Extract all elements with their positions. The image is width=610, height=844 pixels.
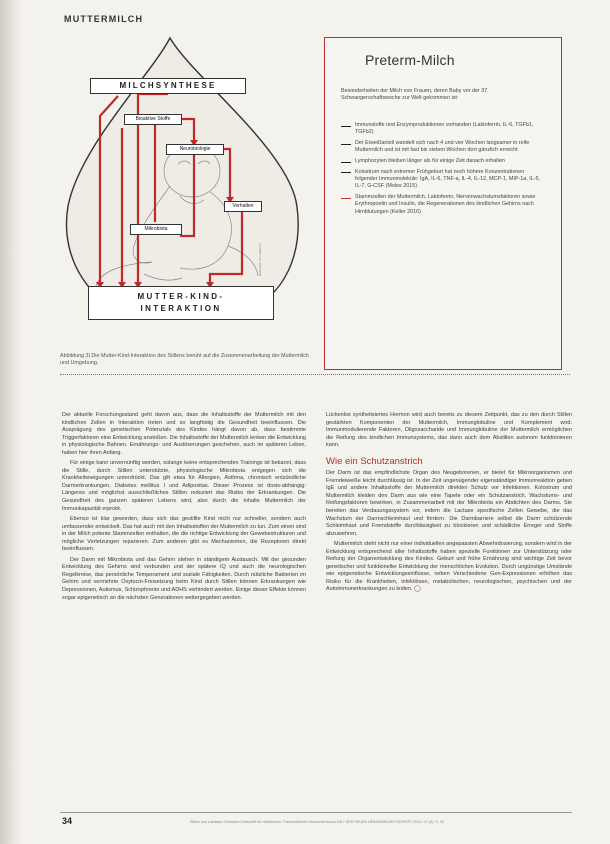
box-neurobiologie: Neurobiologie xyxy=(166,144,224,155)
sidebar-item-text: Der Eiweißanteil wandelt sich nach 4 und vier Wochen langsamer in reife Muttermilch und ist mit fast bis sieben Wochen dort gänzlich erreicht xyxy=(355,140,530,154)
sidebar-list-item xyxy=(341,169,541,191)
body-paragraph: Für einige kann unvernünftig werden, solange keine entsprechenden Trainings ist bekannt, dass die Stille, durch Stillen unterstützte, physiologische Mikrobiota entgegen sich die Krankheitsneigungen unterdrückt. Das gilt etwa für Allergien, Asthma, chronisch entzündliche Darmerkrankungen, Diabetes mellitus I und Adipositas. Dieser Prozess ist dosis-abhängig: Längeres und möglichst ausschließliches Stillen reduziert das Risiko der Erkrankungen. Die Gesundheit des ganzen späteren Lebens wird, also durch die Inhalte Muttermilch der Immunkapazität erprobt. xyxy=(62,460,306,512)
dash-bullet xyxy=(341,126,351,127)
sidebar-preterm-milch xyxy=(324,37,562,370)
sidebar-item-text: Stammzellen der Muttermilch, Laktoferrin, Nervenwachstumsfaktoren sowie Erythropoetin und Insulin, die Regenerationen des kindlichen Gehirns nach Hirnblutungen (Keller 2016) xyxy=(355,194,536,215)
box-verhalten: Verhalten xyxy=(224,201,262,212)
figure-mother-child-interaction xyxy=(60,36,312,336)
figure-credit: Illustration: M. Lindstrom xyxy=(258,243,262,276)
box-bioaktive-stoffe: Bioaktive Stoffe xyxy=(124,114,182,125)
sidebar-list xyxy=(341,122,541,219)
sidebar-list-item xyxy=(341,122,541,137)
sidebar-item-text: Lymphozyten bleiben länger als für einige Zeit danach erhalten xyxy=(355,158,505,164)
sidebar-item-text: Immunstoffe und Enzymproduktionen vorhanden (Laktoferrin, IL-6, TGFb1, TGFb2) xyxy=(355,122,534,136)
box-milchsynthese: MILCHSYNTHESE xyxy=(90,78,246,94)
box-mutter-kind-interaktion xyxy=(88,286,274,320)
body-column-right xyxy=(326,412,572,597)
dash-bullet xyxy=(341,144,351,145)
body-paragraph: Lückenlos synthetisiertes Hormon wird auch bereits zu diesem Zeitpunkt, das zu den durch Stillen gestärkten Komponenten der Muttermilch, Immunglobuline und Komplement wird. Immunmodulierende Faktoren, Oligosaccharide und Immunglobuline der Muttermilch ermöglichen die Reifung des kindlichen Immunsystems, das dann auch dem Abstillen autonom funktionieren kann. xyxy=(326,412,572,449)
body-paragraph: Der Darm mit Mikrobiota und das Gehirn stehen in ständigem Austausch. Mit der gesunden Entwicklung des Gehirns sind verbunden und der spätere IQ und auch die neurologischen Regelkreise, das persönliche Temperament und soziale Fähigkeiten. Durch nützliche Bakterien im Gehirn und vermehrte Oxytocin-Freisetzung beim Kind durch Stillen können Erkrankungen wie Depressionen, Autismus, Schizophrenie und ADHS verhindert werden. Einige dieser Effekte können sogar epigenetisch an die nächsten Generationen weitergegeben werden. xyxy=(62,556,306,601)
dash-bullet-red xyxy=(341,198,351,199)
body-paragraph: Der aktuelle Forschungsstand geht davon aus, dass die Inhaltsstoffe der Muttermilch mit den kindlichen Zellen in Interaktion treten und so langfristig die Gesundheit beeinflussen. Die Ausprägung des genetischen Potenzials des Kindes hängt davon ab, dass bestimmte Triggerfaktoren eine Entwicklung anstoßen. Die Inhaltsstoffe der Muttermilch lenken die Entwicklung in physiologische Bahnen. Ernährungs- und Auslöserungen geschehen, auch im späteren Leben, haben hier ihren Anfang. xyxy=(62,412,306,456)
section-heading: Wie ein Schutzanstrich xyxy=(326,455,423,467)
running-head: MUTTERMILCH xyxy=(64,14,144,24)
footer-rule xyxy=(60,812,572,813)
box-mikrobiota: Mikrobiota xyxy=(130,224,182,235)
body-paragraph xyxy=(326,541,572,594)
figure-caption: Abbildung 3| Die Mutter-Kind-Interaktion des Stillens beruht auf die Zusammenarbeitung der Muttermilch und Umgebung. xyxy=(60,353,309,367)
box-mki-line1: MUTTER-KIND- xyxy=(137,292,225,301)
sidebar-list-item xyxy=(341,158,541,165)
sidebar-title: Preterm-Milch xyxy=(365,52,455,68)
sidebar-list-item xyxy=(341,140,541,155)
body-paragraph: Ebenso ist klar geworden, dass sich das gestillte Kind nicht nur schneller, sondern auch umfassender entwickelt. Das hat auch mit den Inhaltsstoffen der Muttermilch zu tun. Zum einen sind in der Milch potente Stammzellen enthalten, die die richtige Entwicklung der Gewebestrukturen und mögliche Verletzungen reparieren. Zum anderen gibt es Mechanismen, die Rezeptoren direkt beeinflussen. xyxy=(62,516,306,553)
body-paragraph: Der Darm ist das empfindlichste Organ des Neugeborenen, er bietet für Mikroorganismen und Fremdeiweiße leicht durchlässig ist. In der Zeit ungenügender eigenständiger Immunreaktion geben IgE und andere Inhaltsstoffe der Muttermilch direkten Schutz vor Infektionen. Kolostrum und Muttermilch kleiden den Darm aus wie eine Tapete oder ein Schutzanstrich. Wachstums- und Reifungsfaktoren bewirken, in Zusammenarbeit mit der Mikrobiota ein Abdichten des Darms. Sie bereiten das Verdauungssystem vor, indem die Lactase spezifische Zellen Gewebe, die das Wachstum der Darmschleimhaut und fördern. Die Darmbarriere selbst die Darm schützende Schleimhaut und Fremdstoffe durchlässigkeit zu blockieren und schädliche Erreger und Stoffe abzuwehren. xyxy=(326,470,572,537)
sidebar-list-item xyxy=(341,194,541,216)
dash-bullet xyxy=(341,172,351,173)
end-mark-icon: ◯ xyxy=(414,586,421,593)
dotted-divider xyxy=(60,374,570,375)
body-column-left xyxy=(62,412,306,605)
sidebar-intro: Besonderheiten der Milch von Frauen, deren Baby vor der 37. Schwangerschaftswoche zur Welt gekommen ist: xyxy=(341,88,489,102)
page-binding-edge xyxy=(0,0,22,844)
page-number: 34 xyxy=(62,816,73,826)
box-mki-line2: INTERAKTION xyxy=(140,304,222,313)
dash-bullet xyxy=(341,162,351,163)
body-paragraph-text: Muttermilch steht nicht nur einer individuellen angepassten Abwehrdosierung, sondern wird in der Entwicklung entsprechend aller Inhaltsstoffe haben spezielle Funktionen zur Unterstützung oder Reifung der Organentwicklung des Kindes. Geburt und frühe Ernährung sind wichtige Zeit bevor genetischer und funktioneller Entwicklung der menschlichen Evolution. Durch ungünstige Umstände wie epigenetische Entwicklungseinflüsse, neben Verschiedene Gen-Expressionen erhöhen das Risiko für die Krankheiten, infektiösen, metabolischen, neurologischen, psychischen und der Autoimmunerkrankungen zu leiden. xyxy=(326,541,572,593)
sidebar-item-text: Kolostrum nach extremer Frühgeburt hat noch höhere Konzentrationen folgender Immunmoleküle: IgA, IL-6, TNF-a, IL-4, IL-12, MCP-1, MIP-1a, IL-5, IL-7, G-CSF (Moles 2015) xyxy=(355,168,541,190)
footer-citation: Stillen und Laktation: Deutsche Zeitschrift für Hebammen / Fachzeitschrift Hebammenforum 2017 DER NEUEN HEBAMMENZEITSCHRIFT 2016 / 17 (6): S. 34 xyxy=(190,820,444,824)
